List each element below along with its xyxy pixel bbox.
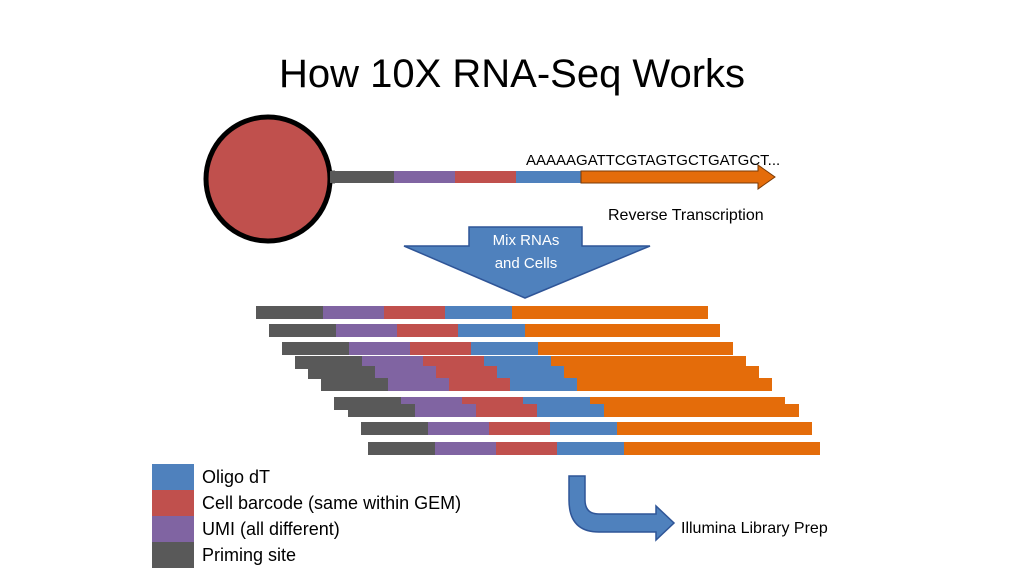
strand-cell-barcode xyxy=(397,324,458,337)
strand-priming-site xyxy=(348,404,415,417)
rt-label: Reverse Transcription xyxy=(608,207,764,224)
library-prep-label: Illumina Library Prep xyxy=(681,520,828,537)
strand-cell-barcode xyxy=(489,422,550,435)
oligo-priming-site xyxy=(330,171,394,183)
strand-oligo-dt xyxy=(537,404,604,417)
strand-cdna-transcript xyxy=(512,306,708,319)
strand-cell-barcode xyxy=(496,442,557,455)
strand-priming-site xyxy=(256,306,323,319)
library-prep-arrow xyxy=(569,476,674,540)
legend-label: Priming site xyxy=(202,545,297,565)
oligo-umi xyxy=(394,171,455,183)
strand-cell-barcode xyxy=(410,342,471,355)
legend-swatch-oligo-dt xyxy=(152,464,194,490)
legend-label: UMI (all different) xyxy=(202,519,340,539)
strand-oligo-dt xyxy=(497,366,564,379)
legend-label: Oligo dT xyxy=(202,467,271,487)
strand-oligo-dt xyxy=(458,324,525,337)
strand-cdna-transcript xyxy=(624,442,820,455)
strand-cdna-transcript xyxy=(617,422,812,435)
strand-umi xyxy=(388,378,449,391)
strand-umi xyxy=(323,306,384,319)
strand-priming-site xyxy=(321,378,388,391)
sequence-label: AAAAAGATTCGTAGTGCTGATGCT... xyxy=(526,152,781,169)
strand-cdna-transcript xyxy=(564,366,759,379)
slide-title: How 10X RNA-Seq Works xyxy=(278,52,746,96)
strand-umi xyxy=(428,422,489,435)
strand-umi xyxy=(375,366,436,379)
cdna-stack xyxy=(256,306,820,455)
cdna-molecule xyxy=(368,442,820,455)
oligo-dt xyxy=(516,171,581,183)
cdna-molecule xyxy=(348,404,799,417)
strand-oligo-dt xyxy=(550,422,617,435)
cdna-molecule xyxy=(282,342,733,355)
strand-cell-barcode xyxy=(449,378,510,391)
legend-swatch-umi xyxy=(152,516,194,542)
strand-priming-site xyxy=(282,342,349,355)
strand-priming-site xyxy=(308,366,375,379)
legend-label: Cell barcode (same within GEM) xyxy=(202,493,462,513)
strand-cell-barcode xyxy=(436,366,497,379)
cdna-molecule xyxy=(269,324,720,337)
gel-bead xyxy=(206,117,330,241)
strand-oligo-dt xyxy=(557,442,624,455)
strand-umi xyxy=(435,442,496,455)
strand-priming-site xyxy=(269,324,336,337)
strand-cell-barcode xyxy=(384,306,445,319)
cdna-molecule xyxy=(308,366,759,379)
strand-umi xyxy=(349,342,410,355)
cdna-molecule xyxy=(361,422,812,435)
cdna-molecule xyxy=(321,378,772,391)
cdna-molecule xyxy=(256,306,708,319)
legend-swatch-cell-barcode xyxy=(152,490,194,516)
strand-cdna-transcript xyxy=(604,404,799,417)
mix-arrow-line1: Mix RNAs xyxy=(492,232,560,249)
strand-priming-site xyxy=(368,442,435,455)
strand-cdna-transcript xyxy=(577,378,772,391)
strand-umi xyxy=(336,324,397,337)
oligo-cell-barcode xyxy=(455,171,516,183)
strand-cdna-transcript xyxy=(525,324,720,337)
strand-oligo-dt xyxy=(445,306,512,319)
legend-swatch-priming-site xyxy=(152,542,194,568)
strand-oligo-dt xyxy=(510,378,577,391)
mix-arrow-line2: and Cells xyxy=(494,255,558,272)
strand-cell-barcode xyxy=(476,404,537,417)
strand-cdna-transcript xyxy=(538,342,733,355)
strand-priming-site xyxy=(361,422,428,435)
strand-umi xyxy=(415,404,476,417)
strand-oligo-dt xyxy=(471,342,538,355)
